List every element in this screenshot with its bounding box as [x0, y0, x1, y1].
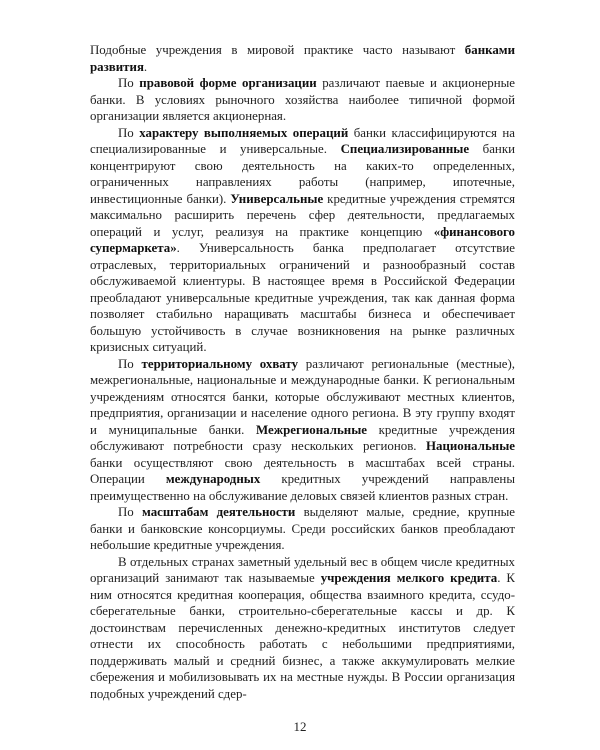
bold-term: Специализированные — [340, 142, 470, 156]
paragraph-development-banks — [90, 42, 515, 75]
text-run: По — [118, 125, 140, 140]
bold-term: Национальные — [425, 439, 515, 453]
body-text — [90, 42, 515, 702]
paragraph-small-credit — [90, 554, 515, 703]
bold-term: международных — [165, 472, 261, 486]
bold-term: территориальному охвату — [141, 356, 299, 371]
text-run: банки осуществляют свою деятельность в масштабах всей страны. Операции — [90, 455, 515, 486]
bold-term: банками развития — [90, 43, 515, 74]
text-run: . К ним относятся кредитная кооперация, общества взаимного кредита, ссудо-сберегательные банки, строительно-сберегательные кассы и др. К достоинствам перечисленных денежно-кредитных институтов следует отнести их способность работать с небольшими предприятиями, поддерживать малый и средний бизнес, а также аккумулировать мелкие сбережения и мобилизовывать их на местные нужды. В России организация подобных учреждений сдер- — [90, 571, 516, 701]
bold-term: учреждения мелкого кредита — [320, 571, 498, 585]
bold-term: «финансового супермаркета» — [90, 224, 515, 255]
paragraph-operations-type — [90, 125, 515, 356]
page-number: 12 — [293, 719, 307, 734]
bold-term: Универсальные — [230, 191, 324, 206]
text-run: различают паевые и акционерные банки. В условиях рыночного хозяйства наиболее типичной формой организации является акционерная. — [90, 76, 515, 123]
text-run: выделяют малые, средние, крупные банки и банковские консорциумы. Среди российских банков преобладают небольшие кредитные учреждения. — [90, 505, 516, 552]
text-run: . — [143, 59, 148, 74]
bold-term: характеру выполняемых операций — [139, 125, 349, 140]
text-run: банки концентрируют свою деятельность на каких-то определенных, ограниченных направлениях работы (например, ипотечные, инвестиционные банки). — [90, 142, 515, 206]
bold-term: правовой форме организации — [139, 76, 317, 90]
text-run: кредитные учреждения стремятся максимально расширить перечень сфер деятельности, предлагаемых операций и услуг, реализуя на практике концепцию — [90, 191, 516, 239]
text-run: банки классифицируются на специализированные и универсальные. — [90, 125, 515, 156]
paragraph-legal-form — [90, 75, 515, 125]
text-run: По — [118, 356, 142, 371]
text-run: Подобные учреждения в мировой практике часто называют — [90, 43, 465, 57]
text-run: кредитных учреждений направлены преимущественно на обслуживание деловых связей клиентов разных стран. — [90, 472, 515, 503]
text-run: кредитные учреждения обслуживают потребности сразу нескольких регионов. — [90, 422, 515, 453]
text-run: различают региональные (местные), межрегиональные, национальные и международные банки. К региональным учреждениям относятся банки, которые обслуживают местных клиентов, предприятия, организации и население одного региона. В эту группу входят и муниципальные банки. — [90, 356, 515, 437]
text-run: . Универсальность банка предполагает отсутствие отраслевых, территориальных ограничений и разнообразный состав обслуживаемой клиентуры. В настоящее время в Российской Федерации преобладают универсальные кредитные учреждения, так как данная форма позволяет стабильно наращивать масштабы бизнеса и обеспечивает большую устойчивость в случае возникновения на рынке различных кризисных ситуаций. — [90, 241, 515, 354]
paragraph-scale — [90, 504, 515, 554]
bold-term: Межрегиональные — [256, 422, 367, 437]
paragraph-territorial-coverage — [90, 356, 515, 505]
bold-term: масштабам деятельности — [142, 505, 296, 519]
text-run: По — [118, 505, 143, 519]
text-run: По — [118, 76, 140, 90]
text-run: В отдельных странах заметный удельный вес в общем числе кредитных организаций занимают так называемые — [90, 554, 515, 585]
